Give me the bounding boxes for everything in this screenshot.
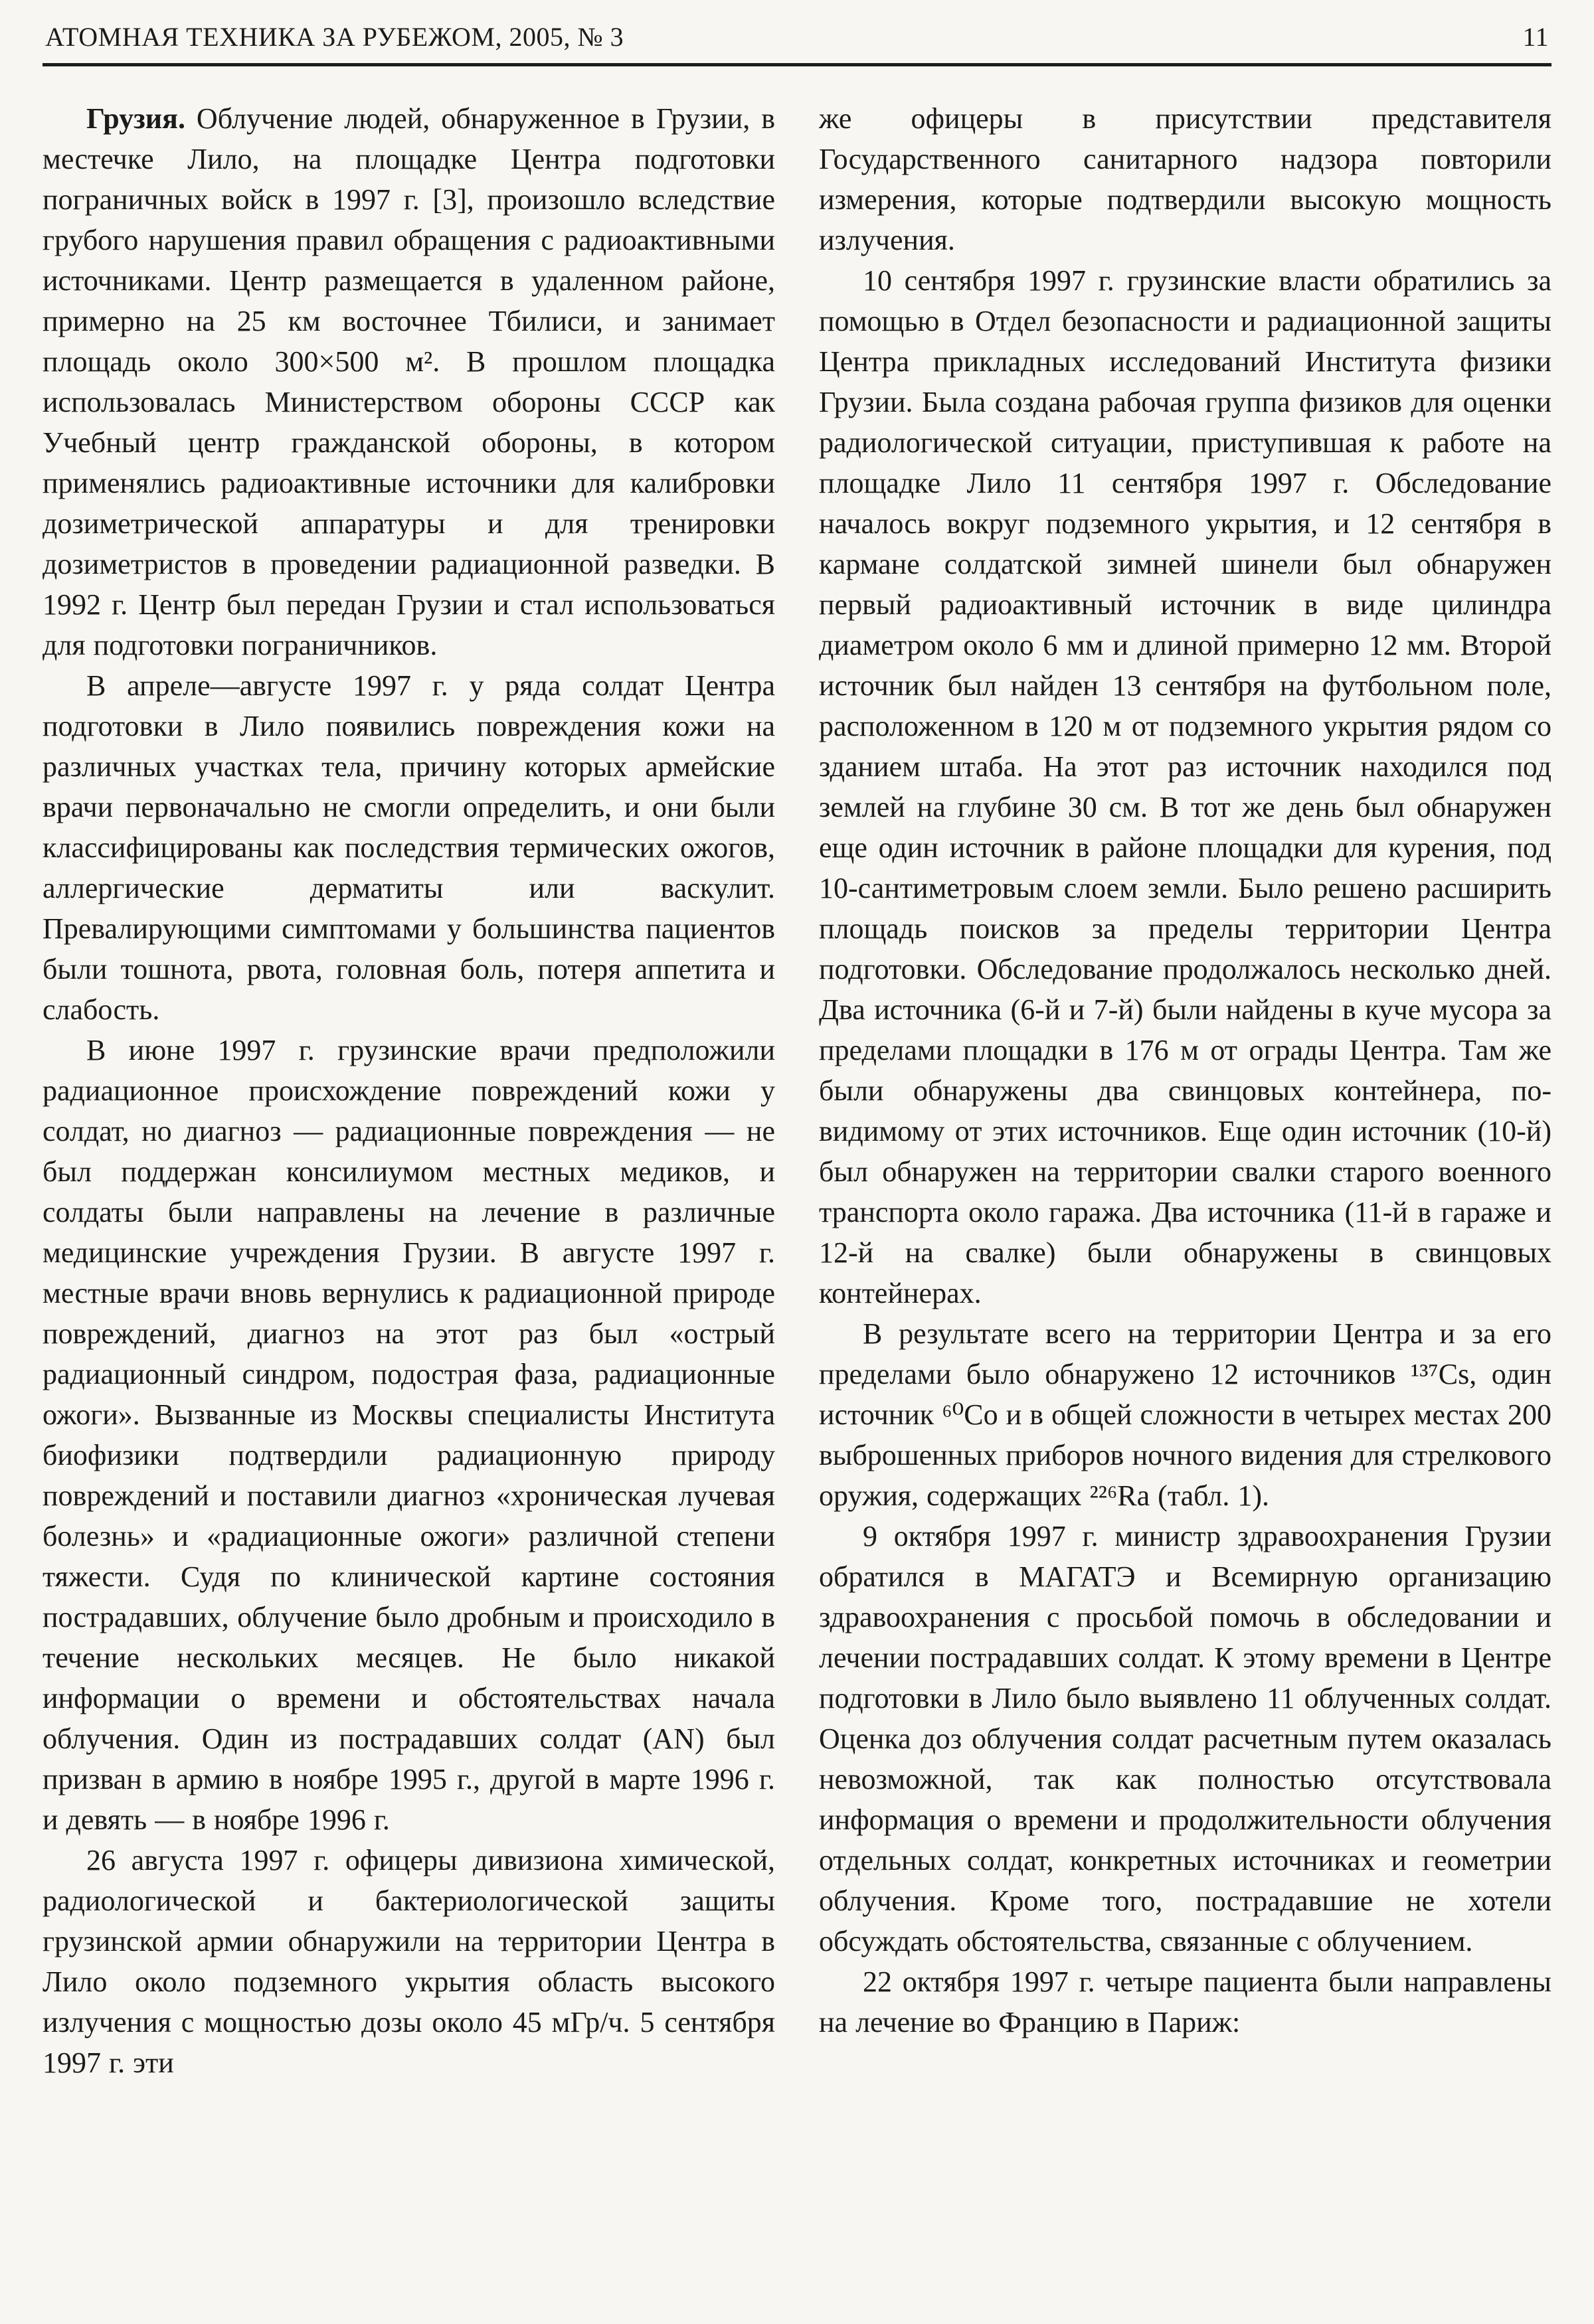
left-column <box>43 98 775 2083</box>
page-header <box>43 17 1551 52</box>
paragraph: Грузия. Облучение людей, обнаруженное в Грузии, в местечке Лило, на площадке Центра подготовки пограничных войск в 1997 г. [3], произошло вследствие грубого нарушения правил обращения с радиоактивными источниками. Центр размещается в удаленном районе, примерно на 25 км восточнее Тбилиси, и занимает площадь около 300×500 м². В прошлом площадка использовалась Министерством обороны СССР как Учебный центр гражданской обороны, в котором применялись радиоактивные источники для калибровки дозиметрической аппаратуры и для тренировки дозиметристов в проведении радиационной разведки. В 1992 г. Центр был передан Грузии и стал использоваться для подготовки пограничников. <box>43 102 775 661</box>
run-in-heading: Грузия. <box>86 102 197 135</box>
paragraph: 22 октября 1997 г. четыре пациента были направлены на лечение во Францию в Париж: <box>819 1965 1551 2038</box>
paragraph: 9 октября 1997 г. министр здравоохранения Грузии обратился в МАГАТЭ и Всемирную организацию здравоохранения с просьбой помочь в обследовании и лечении пострадавших солдат. К этому времени в Центре подготовки в Лило было выявлено 11 облученных солдат. Оценка доз облучения солдат расчетным путем оказалась невозможной, так как полностью отсутствовала информация о времени и продолжительности облучения отдельных солдат, конкретных источниках и геометрии облучения. Кроме того, пострадавшие не хотели обсуждать обстоятельства, связанные с облучением. <box>819 1520 1551 1957</box>
paragraph: В июне 1997 г. грузинские врачи предположили радиационное происхождение повреждений кожи у солдат, но диагноз — радиационные повреждения — не был поддержан консилиумом местных медиков, и солдаты были направлены на лечение в различные медицинские учреждения Грузии. В августе 1997 г. местные врачи вновь вернулись к радиационной природе повреждений, диагноз на этот раз был «острый радиационный синдром, подострая фаза, радиационные ожоги». Вызванные из Москвы специалисты Института биофизики подтвердили радиационную природу повреждений и поставили диагноз «хроническая лучевая болезнь» и «радиационные ожоги» различной степени тяжести. Судя по клинической картине состояния пострадавших, облучение было дробным и происходило в течение нескольких месяцев. Не было никакой информации о времени и обстоятельствах начала облучения. Один из пострадавших солдат (AN) был призван в армию в ноябре 1995 г., другой в марте 1996 г. и девять — в ноябре 1996 г. <box>43 1034 775 1836</box>
page-number: 11 <box>1522 22 1549 52</box>
paragraph: В результате всего на территории Центра и за его пределами было обнаружено 12 источников ¹³⁷Cs, один источник ⁶⁰Co и в общей сложности в четырех местах 200 выброшенных приборов ночного видения для стрелкового оружия, содержащих ²²⁶Ra (табл. 1). <box>819 1317 1551 1512</box>
paragraph: В апреле—августе 1997 г. у ряда солдат Центра подготовки в Лило появились повреждения кожи на различных участках тела, причину которых армейские врачи первоначально не смогли определить, и они были классифицированы как последствия термических ожогов, аллергические дерматиты или васкулит. Превалирующими симптомами у большинства пациентов были тошнота, рвота, головная боль, потеря аппетита и слабость. <box>43 669 775 1026</box>
paragraph: 10 сентября 1997 г. грузинские власти обратились за помощью в Отдел безопасности и радиационной защиты Центра прикладных исследований Института физики Грузии. Была создана рабочая группа физиков для оценки радиологической ситуации, приступившая к работе на площадке Лило 11 сентября 1997 г. Обследование началось вокруг подземного укрытия, и 12 сентября в кармане солдатской зимней шинели был обнаружен первый радиоактивный источник в виде цилиндра диаметром около 6 мм и длиной примерно 12 мм. Второй источник был найден 13 сентября на футбольном поле, расположенном в 120 м от подземного укрытия рядом со зданием штаба. На этот раз источник находился под землей на глубине 30 см. В тот же день был обнаружен еще один источник в районе площадки для курения, под 10-сантиметровым слоем земли. Было решено расширить площадь поисков за пределы территории Центра подготовки. Обследование продолжалось несколько дней. Два источника (6-й и 7-й) были найдены в куче мусора за пределами площадки в 176 м от ограды Центра. Там же были обнаружены два свинцовых контейнера, по-видимому от этих источников. Еще один источник (10-й) был обнаружен на территории свалки старого военного транспорта около гаража. Два источника (11-й в гараже и 12-й на свалке) были обнаружены в свинцовых контейнерах. <box>819 264 1551 1309</box>
paragraph: 26 августа 1997 г. офицеры дивизиона химической, радиологической и бактериологической защиты грузинской армии обнаружили на территории Центра в Лило около подземного укрытия область высокого излучения с мощностью дозы около 45 мГр/ч. 5 сентября 1997 г. эти <box>43 1844 775 2079</box>
journal-title: АТОМНАЯ ТЕХНИКА ЗА РУБЕЖОМ, 2005, № 3 <box>45 22 624 52</box>
right-column <box>819 98 1551 2083</box>
article-body <box>43 98 1551 2083</box>
paragraph: же офицеры в присутствии представителя Государственного санитарного надзора повторили измерения, которые подтвердили высокую мощность излучения. <box>819 102 1551 256</box>
header-divider <box>43 63 1551 66</box>
